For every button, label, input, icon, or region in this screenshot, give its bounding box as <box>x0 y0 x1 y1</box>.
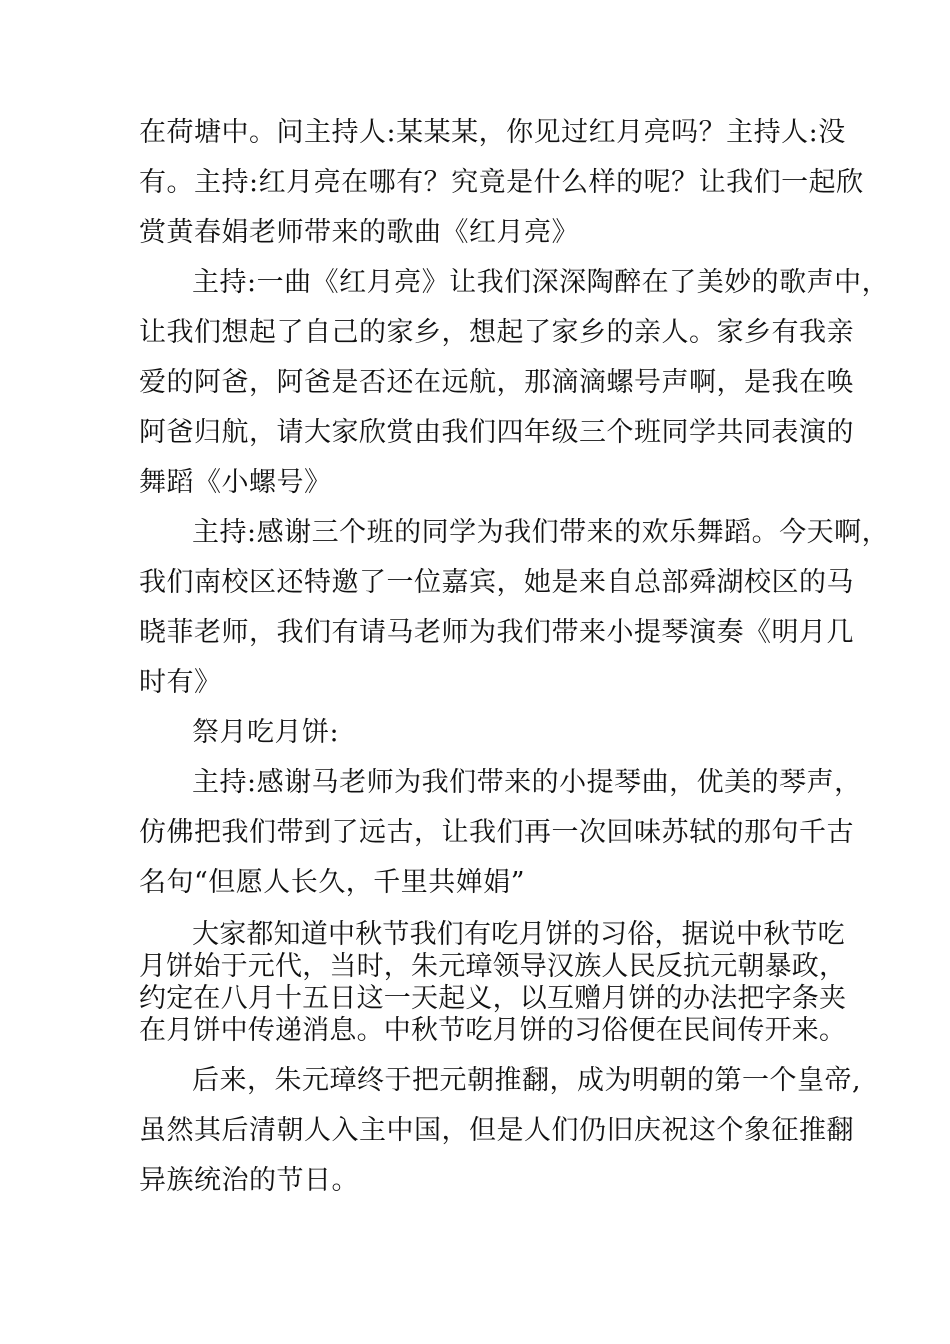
text-line: 月饼始于元代，当时，朱元璋领导汉族人民反抗元朝暴政， <box>139 951 847 982</box>
text-line: 异族统治的节日。 <box>139 1165 359 1196</box>
text-line: 时有》 <box>139 667 222 698</box>
text-line: 虽然其后清朝人入主中国，但是人们仍旧庆祝这个象征推翻 <box>139 1115 854 1146</box>
text-line: 约定在八月十五日这一天起义，以互赠月饼的办法把字条夹 <box>139 983 847 1014</box>
paragraph-start-line: 大家都知道中秋节我们有吃月饼的习俗，据说中秋节吃 <box>192 919 845 950</box>
paragraph-start-line: 主持:一曲《红月亮》让我们深深陶醉在了美妙的歌声中， <box>192 267 890 298</box>
section-heading: 祭月吃月饼: <box>192 717 340 748</box>
paragraph-start-line: 主持:感谢三个班的同学为我们带来的欢乐舞蹈。今天啊， <box>192 517 890 548</box>
text-line: 在月饼中传递消息。中秋节吃月饼的习俗便在民间传开来。 <box>139 1015 847 1046</box>
text-line: 仿佛把我们带到了远古，让我们再一次回味苏轼的那句千古 <box>139 817 854 848</box>
text-line: 舞蹈《小螺号》 <box>139 467 332 498</box>
text-line: 晓菲老师，我们有请马老师为我们带来小提琴演奏《明月几 <box>139 617 854 648</box>
paragraph-start-line: 后来，朱元璋终于把元朝推翻，成为明朝的第一个皇帝, <box>192 1065 862 1096</box>
text-line: 我们南校区还特邀了一位嘉宾，她是来自总部舜湖校区的马 <box>139 567 854 598</box>
text-line: 名句“但愿人长久，千里共婵娟” <box>139 867 526 898</box>
text-line: 有。主持:红月亮在哪有？究竟是什么样的呢？让我们一起欣 <box>139 167 864 198</box>
text-line: 在荷塘中。问主持人:某某某，你见过红月亮吗？主持人:没 <box>139 117 846 148</box>
text-line: 爱的阿爸，阿爸是否还在远航，那滴滴螺号声啊，是我在唤 <box>139 367 854 398</box>
text-line: 赏黄春娟老师带来的歌曲《红月亮》 <box>139 217 579 248</box>
text-line: 阿爸归航，请大家欣赏由我们四年级三个班同学共同表演的 <box>139 417 854 448</box>
paragraph-start-line: 主持:感谢马老师为我们带来的小提琴曲，优美的琴声， <box>192 767 862 798</box>
text-line: 让我们想起了自己的家乡，想起了家乡的亲人。家乡有我亲 <box>139 317 854 348</box>
